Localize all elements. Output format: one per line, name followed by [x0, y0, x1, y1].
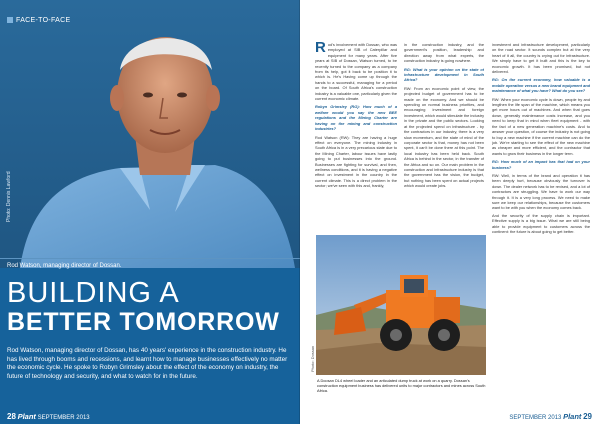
photo-caption: Rod Watson, managing director of Dossan. — [7, 263, 122, 269]
interview-question: RG: What is your opinion on the state of infrastructure development in South Africa? — [404, 66, 484, 83]
headline-line-2: BETTER TOMORROW — [7, 308, 280, 336]
machine-photo — [316, 235, 486, 375]
right-page — [300, 0, 600, 424]
photo-credit: Photo: Dennis Lawford — [6, 171, 12, 222]
magazine-brand: Plant — [17, 412, 36, 421]
magazine-brand: Plant — [563, 412, 582, 421]
article-paragraph: And the security of the supply chain is important. Effective supply is a big issue. What we are still being able to provide equipment to customers across the continent: the future is about going to get better. — [492, 212, 590, 234]
machine-photo-caption: A Doosan DL4 wheel loader and an articulated dump truck at work on a quarry. Dossan's construction equipment business has delivered units to major contractors and mines across South Africa. — [317, 378, 486, 393]
machine-photo-credit: Photo: Dossan — [310, 345, 315, 372]
article-paragraph: RW: From an economic point of view, the projected budget of government has to be made on the economy. And we should be spending on normal business priorities, and encouraging investment and foreign investment, which would stimulate the industry in the private and the public sectors. Looking at the projected spend on infrastructure - by the contractors in our industry, there is a very slow momentum, and the state of mind of the corporate sector is that, money has not been spent, it can't be done there at this point. The local industry has been held back. South Africa is behind in the sector, in the transfer of the Africa and so on. Our main problem in the construction and infrastructure industry is that the government has the vision, the budget, but nothing has been spent on actual projects which would create jobs. — [404, 85, 484, 189]
interview-question: RG: How much of an impact has that had on your business? — [492, 159, 590, 170]
issue-date: SEPTEMBER 2013 — [37, 415, 90, 421]
portrait-illustration — [0, 0, 300, 268]
article-text: od's involvement with Dossan, who was employed at SIB of Caterpillar and equipment for many years. After five years at SIB of Dossan, Watson turned, to be recently turned to the company as a company from its help, got it back to be position it to which is. He's Having come up through the hands to a successful, managing for a period on the board. Of South Africa's construction industry is a valuable one, particularly given the current economic climate. — [315, 42, 397, 102]
footer-left — [7, 412, 90, 421]
standfirst: Rod Watson, managing director of Dossan, has 40 years' experience in the construction industry. He has lived through booms and recessions, and learnt how to manage businesses effectively no matter the economic cycle. He spoke to Robyn Grimsley about the effect of the economy on industry, the future of technology and security, and what to watch for in the future. — [7, 347, 288, 380]
interview-question: RG: On the current economy, how valuable is a mobile operation versus a new brand equipment and maintenance of what you have? What do you see? — [492, 77, 590, 94]
article-paragraph — [315, 42, 397, 101]
section-label: FACE-TO-FACE — [7, 17, 70, 24]
divider — [0, 258, 300, 259]
portrait-photo — [0, 0, 300, 268]
section-marker-icon — [7, 17, 13, 23]
page-number: 28 — [7, 412, 16, 421]
issue-date: SEPTEMBER 2013 — [509, 415, 562, 421]
footer-right — [509, 412, 592, 421]
article-paragraph: RW: When your economic cycle is down, people try and lengthen the life span of the machine, which means you get more hours out of machines. And when that goes down, generally maintenance costs increase, and you need to keep that in mind when fleet equipment - with the fact of a new generation machine's costs. And to answer your question, of course the industry is not going to buy a new machine if the current machine can do the job. We're starting to see the effect of the new machine as cheaper and more efficient, and the contractor that wants to grow their business in the longer term. — [492, 96, 590, 156]
article-column-2 — [404, 42, 484, 232]
article-paragraph: Rod Watson (RW): They are having a huge effect on everyone. The mining industry in South Africa is in a very precarious state due to the Mining Charter, labour issues have lastly going to put businesses into the ground. Businesses are fighting for survival, and then, wellness conditions, and it is having a negative effect on investment in the country in the current climate. This is a direct problem in the sector; we've seen with this and, frankly, — [315, 134, 397, 189]
headline-line-1: BUILDING A — [7, 277, 180, 309]
loader-illustration — [316, 235, 486, 375]
article-paragraph: in the construction industry, and the government's position, leadership and direction away from what experts, the construction industry is going nowhere. — [404, 42, 484, 64]
interview-question: Robyn Grimsley (RG): How much of a welfare would you say the new BEE regulations and the Mining Charter are having on the mining and construction industries? — [315, 104, 397, 132]
article-column-3 — [492, 42, 590, 402]
page-number: 29 — [583, 412, 592, 421]
article-paragraph: investment and infrastructure development, particularly on the road sector. It sounds complex but at the very heart of it all, the country is crying out for infrastructure. We simply have to get it built and this is the key to economic growth. It has been promised, but not delivered. — [492, 42, 590, 75]
drop-cap: R — [315, 42, 326, 56]
article-paragraph: RW: Well, in terms of the brand and operation it has been deeply hurt, because obviously the turnover is down. The dealer network has to be revised, and a lot of contractors are struggling. We have to work our way through it. It is a very long process. We need to make sure we keep our relationships, because the customers want to be with you when the economy comes back. — [492, 172, 590, 211]
